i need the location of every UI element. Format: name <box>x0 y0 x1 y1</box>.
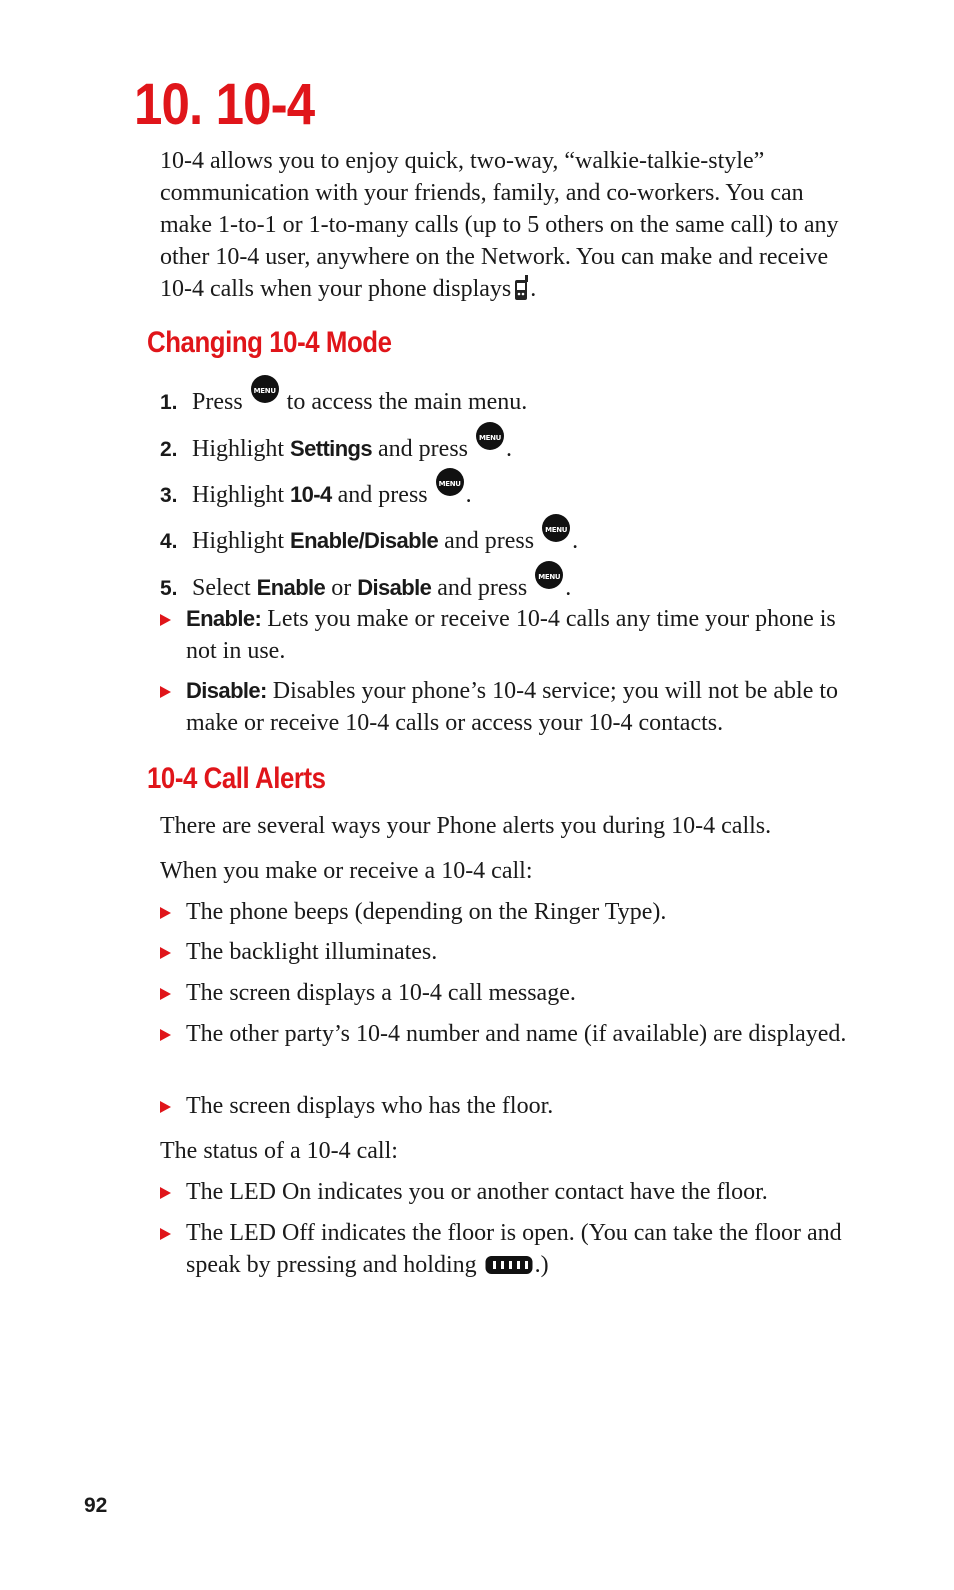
step-2 <box>160 422 512 466</box>
alerts-paragraph-3: The status of a 10-4 call: <box>160 1138 398 1164</box>
bullet-arrow-icon <box>160 988 171 1000</box>
list-item-enable <box>160 603 860 667</box>
list-item <box>160 896 860 928</box>
step-text: or <box>331 575 352 601</box>
list-item <box>160 1018 860 1050</box>
bullet-keyword: Disable: <box>186 678 267 703</box>
chapter-title: 10. 10-4 <box>134 72 315 137</box>
walkie-talkie-phone-icon <box>514 275 530 301</box>
bullet-arrow-icon <box>160 907 171 919</box>
list-item <box>160 1090 860 1122</box>
alerts-paragraph-2: When you make or receive a 10-4 call: <box>160 858 533 884</box>
bullet-end: .) <box>534 1252 549 1278</box>
step-number: 5. <box>160 577 178 600</box>
step-end: . <box>572 528 579 554</box>
section-heading-call-alerts: 10-4 Call Alerts <box>147 762 326 795</box>
step-keyword: Settings <box>290 436 373 461</box>
page-number: 92 <box>84 1494 108 1517</box>
bullet-arrow-icon <box>160 1101 171 1113</box>
step-text: and press <box>337 482 428 508</box>
step-text: Highlight <box>192 482 285 508</box>
step-text: and press <box>378 436 468 462</box>
step-end: . <box>465 482 472 508</box>
bullet-arrow-icon <box>160 1029 171 1041</box>
bullet-arrow-icon <box>160 947 171 959</box>
bullet-arrow-icon <box>160 1228 171 1240</box>
intro-text: 10-4 allows you to enjoy quick, two-way, “walkie-talkie-style” communication with your friends, family, and co-workers. You can make 1-to-1 or 1-to-many calls (up to 5 others on the same call) to any other 10-4 user, anywhere on the Network. You can make and receive 10-4 calls when your phone displays <box>160 148 839 302</box>
bullet-arrow-icon <box>160 614 171 626</box>
step-text: and press <box>437 575 528 601</box>
bullet-text: The screen displays a 10-4 call message. <box>186 980 576 1006</box>
step-keyword: Enable <box>256 575 326 600</box>
section-heading-changing-mode: Changing 10-4 Mode <box>147 326 392 359</box>
menu-ok-key-icon: MENU OK <box>251 375 279 403</box>
step-text: to access the main menu. <box>286 389 528 415</box>
list-item-led-on <box>160 1176 860 1208</box>
bullet-text: Disables your phone’s 10-4 service; you will not be able to make or receive 10-4 calls or access your 10-4 contacts. <box>186 678 839 736</box>
step-number: 4. <box>160 530 178 553</box>
step-5 <box>160 561 571 605</box>
bullet-text: The backlight illuminates. <box>186 939 438 965</box>
list-item <box>160 977 860 1009</box>
bullet-text: The other party’s 10-4 number and name (if available) are displayed. <box>186 1021 847 1047</box>
step-text: and press <box>444 528 535 554</box>
menu-ok-key-icon: MENU OK <box>436 468 464 496</box>
bullet-arrow-icon <box>160 686 171 698</box>
bullet-arrow-icon <box>160 1187 171 1199</box>
step-number: 2. <box>160 438 178 461</box>
step-text: Select <box>192 575 251 601</box>
intro-end: . <box>530 276 537 302</box>
step-keyword: Disable <box>357 575 432 600</box>
bullet-keyword: Enable: <box>186 606 262 631</box>
step-3 <box>160 468 472 512</box>
step-text: Highlight <box>192 436 285 462</box>
step-1 <box>160 375 527 419</box>
menu-ok-key-icon: MENU OK <box>535 561 563 589</box>
bullet-text: The screen displays who has the floor. <box>186 1093 554 1119</box>
menu-ok-key-icon: MENU OK <box>542 514 570 542</box>
talk-side-key-icon <box>485 1255 533 1275</box>
step-keyword: Enable/Disable <box>290 528 439 553</box>
step-text: Press <box>192 389 243 415</box>
bullet-text: Lets you make or receive 10-4 calls any time your phone is not in use. <box>186 606 836 664</box>
step-text: Highlight <box>192 528 285 554</box>
step-keyword: 10-4 <box>290 482 332 507</box>
step-number: 3. <box>160 484 178 507</box>
menu-ok-key-icon: MENU OK <box>476 422 504 450</box>
bullet-text: The LED On indicates you or another contact have the floor. <box>186 1179 768 1205</box>
step-4 <box>160 514 578 558</box>
bullet-text: The LED Off indicates the floor is open. (You can take the floor and speak by pressing and holding <box>186 1220 842 1278</box>
list-item <box>160 936 860 968</box>
list-item-disable <box>160 675 860 739</box>
step-end: . <box>506 436 512 462</box>
step-end: . <box>565 575 572 601</box>
alerts-paragraph-1: There are several ways your Phone alerts you during 10-4 calls. <box>160 813 772 839</box>
list-item-led-off <box>160 1217 860 1281</box>
bullet-text: The phone beeps (depending on the Ringer Type). <box>186 899 667 925</box>
step-number: 1. <box>160 391 178 414</box>
intro-paragraph <box>160 145 860 305</box>
